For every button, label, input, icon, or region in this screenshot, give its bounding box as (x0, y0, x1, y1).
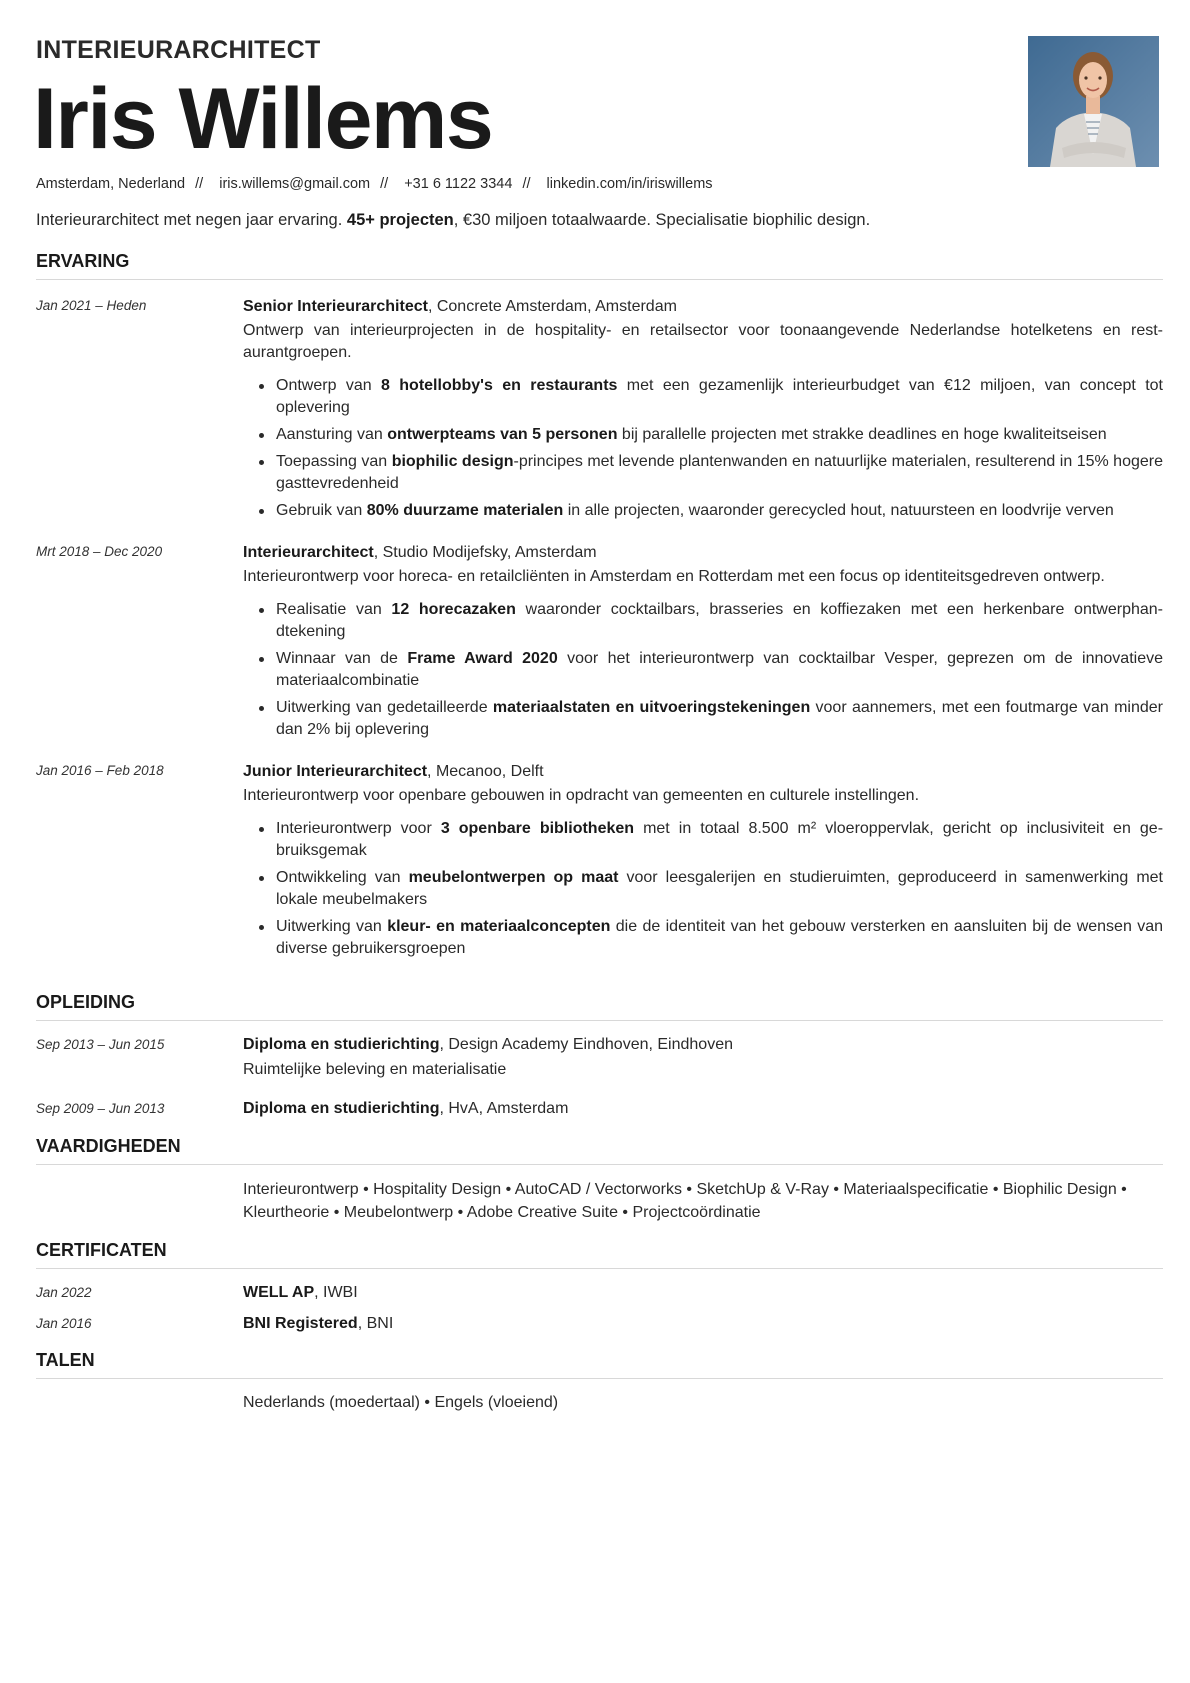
profile-summary (36, 211, 870, 230)
contact-line (36, 176, 713, 192)
job-achievements (243, 599, 1163, 741)
achievement-item: Aansturing van ontwerpteams van 5 personen bij parallelle projecten met strakke deadlines en hoge kwaliteitseisen (276, 424, 1163, 446)
education-heading (243, 1033, 1148, 1056)
certificate-name: WELL AP (243, 1284, 315, 1301)
education-dates: Sep 2009 – Jun 2013 (36, 1101, 165, 1116)
achievement-item: Toepassing van biophilic design-principes met levende plantenwanden en natuurlijke materialen, resulterend in 15% hogere gasttevredenheid (276, 451, 1163, 495)
job-company: , Mecanoo, Delft (427, 763, 544, 780)
achievement-item: Interieurontwerp voor 3 openbare bibliotheken met in totaal 8.500 m² vloeroppervlak, gericht op inclusiviteit en gebruiksgemak (276, 818, 1163, 862)
summary-highlight: 45+ projecten (346, 211, 454, 229)
section-heading-certificates: CERTIFICATEN (36, 1240, 1163, 1269)
profile-photo (1028, 36, 1159, 167)
section-heading-education: OPLEIDING (36, 992, 1163, 1021)
resume-page (33, 0, 1164, 1683)
achievement-item: Uitwerking van gedetailleerde materiaalstaten en uitvoeringstekeningen voor aannemers, met een foutmarge van minder dan 2% bij oplevering (276, 697, 1163, 741)
summary-text: , €30 miljoen totaalwaarde. Specialisatie biophilic design. (453, 211, 871, 229)
achievement-item: Gebruik van 80% duurzame materialen in alle projecten, waaronder gerecycled hout, natuursteen en loodvrije verven (276, 500, 1163, 522)
job-heading (243, 761, 1163, 783)
certificate-issuer: , BNI (357, 1315, 394, 1332)
job-entry (243, 296, 1163, 527)
job-title: INTERIEURARCHITECT (36, 36, 321, 64)
certificate-issuer: , IWBI (314, 1284, 358, 1301)
job-role: Interieurarchitect (243, 544, 374, 561)
education-entry (243, 1033, 1148, 1081)
achievement-item: Realisatie van 12 horecazaken waaronder cocktailbars, brasseries en koffiezaken met een herkenbare ontwerphandtekening (276, 599, 1163, 643)
achievement-item: Winnaar van de Frame Award 2020 voor het interieurontwerp van cocktailbar Vesper, geprezen om de innovatieve materiaalcombinatie (276, 648, 1163, 692)
job-role: Junior Interieurarchitect (243, 763, 428, 780)
job-description: Interieurontwerp voor horeca- en retailcliënten in Amsterdam en Rotterdam met een focus op identiteitsgedreven ontwerp. (243, 568, 1105, 585)
achievement-item: Ontwerp van 8 hotellobby's en restaurants met een gezamenlijk interieurbudget van €12 miljoen, van concept tot oplevering (276, 375, 1163, 419)
section-heading-experience: ERVARING (36, 251, 1163, 280)
job-achievements (243, 818, 1163, 960)
job-heading (243, 296, 1163, 318)
education-detail: Ruimtelijke beleving en materialisatie (243, 1061, 507, 1078)
email-link[interactable]: iris.willems@gmail.com (219, 176, 371, 192)
education-dates: Sep 2013 – Jun 2015 (36, 1037, 165, 1052)
certificate-name: BNI Registered (243, 1315, 358, 1332)
certificate-entry (243, 1312, 1148, 1335)
education-degree: Diploma en studierichting (243, 1100, 440, 1117)
achievement-item: Ontwikkeling van meubelontwerpen op maat voor leesgalerijen en studieruimten, geproduceerd in samenwerking met lokale meubelmakers (276, 867, 1163, 911)
job-heading (243, 542, 1163, 564)
job-company: , Studio Modijefsky, Amsterdam (373, 544, 597, 561)
education-heading (243, 1097, 1148, 1120)
location-text: Amsterdam, Nederland (36, 176, 186, 192)
education-degree: Diploma en studierichting (243, 1036, 440, 1053)
job-dates: Jan 2021 – Heden (36, 298, 147, 313)
skills-list: Interieurontwerp • Hospitality Design • AutoCAD / Vectorworks • SketchUp & V-Ray • Materiaalspecificatie • Biophilic Design • Kleurtheorie • Meubelontwerp • Adobe Creative Suite • Projectcoördinatie (243, 1181, 1127, 1221)
job-entry (243, 761, 1163, 965)
job-description: Ontwerp van interieurprojecten in de hospitality- en retailsector voor toonaangevende Nederlandse hotelketens en restaurantgroepen. (243, 322, 1163, 361)
job-entry (243, 542, 1163, 746)
separator: // (380, 176, 389, 192)
separator: // (522, 176, 531, 192)
job-company: , Concrete Amsterdam, Amsterdam (427, 298, 677, 315)
linkedin-link[interactable]: linkedin.com/in/iriswillems (546, 176, 713, 192)
languages-list: Nederlands (moedertaal) • Engels (vloeiend) (243, 1394, 559, 1411)
job-dates: Jan 2016 – Feb 2018 (36, 763, 164, 778)
education-entry (243, 1097, 1148, 1120)
certificate-date: Jan 2016 (36, 1316, 92, 1331)
job-description: Interieurontwerp voor openbare gebouwen in opdracht van gemeenten en culturele instellingen. (243, 787, 920, 804)
summary-text: Interieurarchitect met negen jaar ervaring. (36, 211, 347, 229)
achievement-item: Uitwerking van kleur- en materiaalconcepten die de identiteit van het gebouw versterken en aansluiten bij de wensen van diverse gebruikersgroepen (276, 916, 1163, 960)
candidate-name: Iris Willems (33, 71, 493, 167)
section-heading-languages: TALEN (36, 1350, 1163, 1379)
job-dates: Mrt 2018 – Dec 2020 (36, 544, 163, 559)
phone-text: +31 6 1122 3344 (404, 176, 513, 192)
education-school: , HvA, Amsterdam (439, 1100, 569, 1117)
education-school: , Design Academy Eindhoven, Eindhoven (439, 1036, 733, 1053)
certificate-date: Jan 2022 (36, 1285, 92, 1300)
certificate-entry (243, 1281, 1148, 1304)
section-heading-skills: VAARDIGHEDEN (36, 1136, 1163, 1165)
job-role: Senior Interieurarchitect (243, 298, 428, 315)
job-achievements (243, 375, 1163, 522)
separator: // (195, 176, 204, 192)
